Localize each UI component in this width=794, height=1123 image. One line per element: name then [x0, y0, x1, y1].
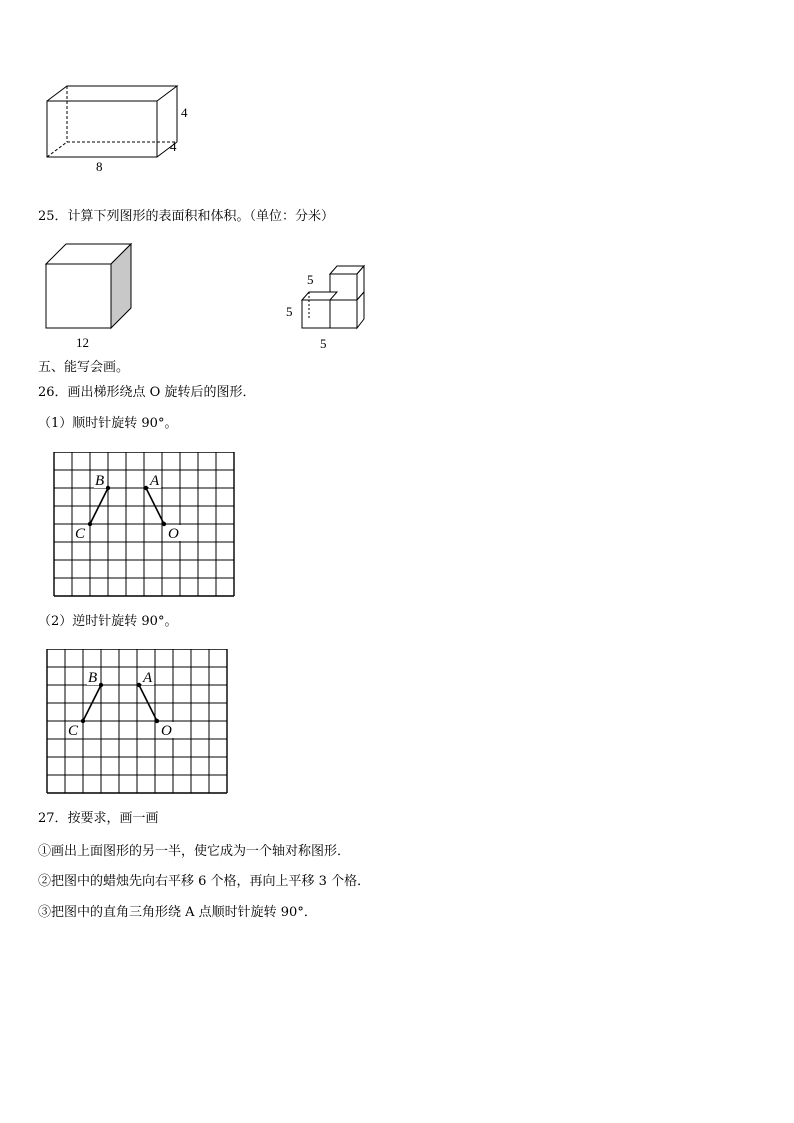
grid1-point-c — [88, 522, 92, 526]
grid2-point-o — [155, 719, 159, 723]
grid1-label-o: O — [168, 526, 179, 542]
q26-part2-text: （2）逆时针旋转 90°。 — [38, 614, 178, 629]
cuboid-figure — [40, 80, 200, 175]
composite-cube-figure — [278, 262, 378, 354]
cube-edge-label: 12 — [76, 335, 89, 350]
grid2-label-o: O — [161, 723, 172, 739]
grid1-label-a: A — [150, 473, 160, 489]
rotation-grid-2 — [43, 649, 238, 795]
grid1-point-o — [162, 522, 166, 526]
grid2-label-c: C — [68, 723, 79, 739]
q25-text: 25．计算下列图形的表面积和体积。（单位：分米） — [38, 209, 335, 224]
q26-text: 26．画出梯形绕点 O 旋转后的图形． — [38, 385, 256, 400]
grid1-point-a — [144, 486, 148, 490]
cube-figure — [40, 238, 140, 353]
grid2-point-c — [81, 719, 85, 723]
grid2-point-b — [99, 683, 103, 687]
composite-label-bottom: 5 — [320, 336, 327, 351]
grid1-label-b: B — [95, 473, 105, 489]
grid2-label-a: A — [143, 670, 153, 686]
grid1-point-b — [106, 486, 110, 490]
section5-title: 五、能写会画。 — [38, 360, 130, 375]
composite-label-left: 5 — [286, 304, 293, 319]
rotation-grid-1 — [50, 452, 245, 598]
q26-part1-text: （1）顺时针旋转 90°。 — [38, 416, 178, 431]
cuboid-height-label: 4 — [181, 105, 188, 120]
grid2-point-a — [137, 683, 141, 687]
cuboid-length-label: 8 — [96, 159, 103, 174]
grid2-label-b: B — [88, 670, 98, 686]
grid1-label-c: C — [75, 526, 86, 542]
q27-text: 27．按要求，画一画 — [38, 811, 159, 826]
cuboid-depth-label: 4 — [170, 139, 177, 154]
q27-item-2: ②把图中的蜡烛先向右平移 6 个格，再向上平移 3 个格． — [38, 874, 371, 889]
q27-item-1: ①画出上面图形的另一半，使它成为一个轴对称图形． — [38, 844, 351, 859]
q27-item-3: ③把图中的直角三角形绕 A 点顺时针旋转 90°． — [38, 905, 317, 920]
composite-label-top: 5 — [307, 272, 314, 287]
